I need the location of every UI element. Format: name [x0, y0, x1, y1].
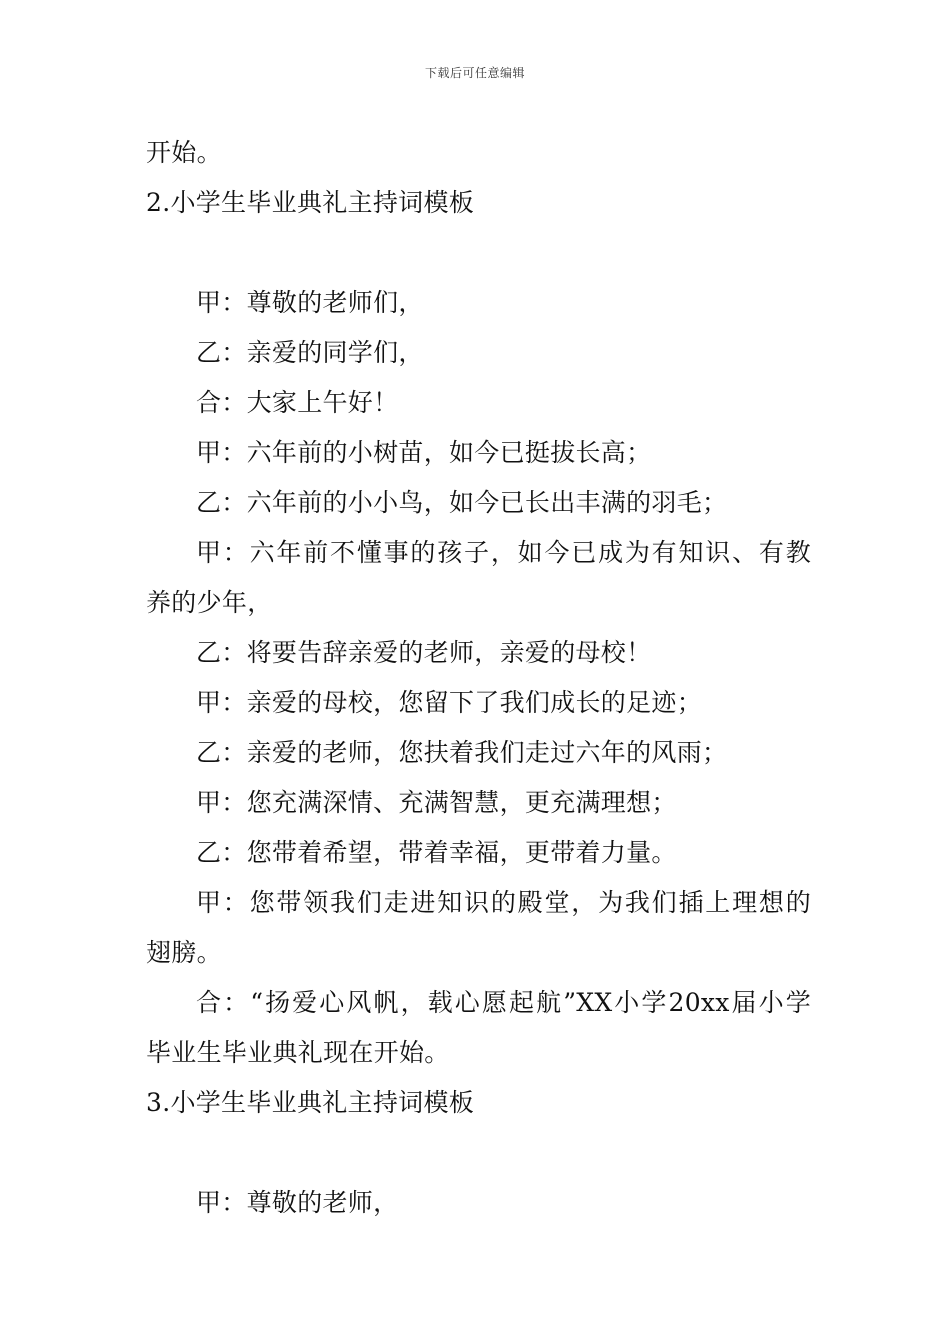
dialogue-line: 甲：尊敬的老师， — [196, 1188, 399, 1217]
dialogue-line: 合：大家上午好！ — [196, 388, 399, 417]
dialogue-line: 合：“扬爱心风帆，载心愿起航”XX小学20xx届小学 — [196, 988, 811, 1017]
dialogue-line: 甲：亲爱的母校，您留下了我们成长的足迹； — [196, 688, 703, 717]
dialogue-line: 甲：六年前的小树苗，如今已挺拔长高； — [196, 438, 652, 467]
dialogue-line: 乙：亲爱的老师，您扶着我们走过六年的风雨； — [196, 738, 728, 767]
dialogue-line: 乙：亲爱的同学们， — [196, 338, 424, 367]
blank-line — [146, 1128, 811, 1178]
blank-line — [146, 228, 811, 278]
dialogue-line: 甲：您充满深情、充满智慧，更充满理想； — [196, 788, 677, 817]
dialogue-line-continued: 翅膀。 — [146, 938, 222, 967]
section-heading: 2.小学生毕业典礼主持词模板 — [146, 188, 475, 217]
section-heading: 3.小学生毕业典礼主持词模板 — [146, 1088, 475, 1117]
dialogue-line-continued: 毕业生毕业典礼现在开始。 — [146, 1038, 450, 1067]
dialogue-line: 乙：将要告辞亲爱的老师，亲爱的母校！ — [196, 638, 652, 667]
dialogue-line: 乙：您带着希望，带着幸福，更带着力量。 — [196, 838, 677, 867]
paragraph-line: 开始。 — [146, 138, 222, 167]
page-header: 下载后可任意编辑 — [424, 66, 525, 80]
dialogue-line: 乙：六年前的小小鸟，如今已长出丰满的羽毛； — [196, 488, 728, 517]
dialogue-line: 甲：您带领我们走进知识的殿堂，为我们插上理想的 — [196, 888, 811, 917]
dialogue-line: 甲：尊敬的老师们， — [196, 288, 424, 317]
dialogue-line: 甲：六年前不懂事的孩子，如今已成为有知识、有教 — [196, 538, 811, 567]
document-body — [146, 128, 811, 1228]
dialogue-line-continued: 养的少年， — [146, 588, 273, 617]
